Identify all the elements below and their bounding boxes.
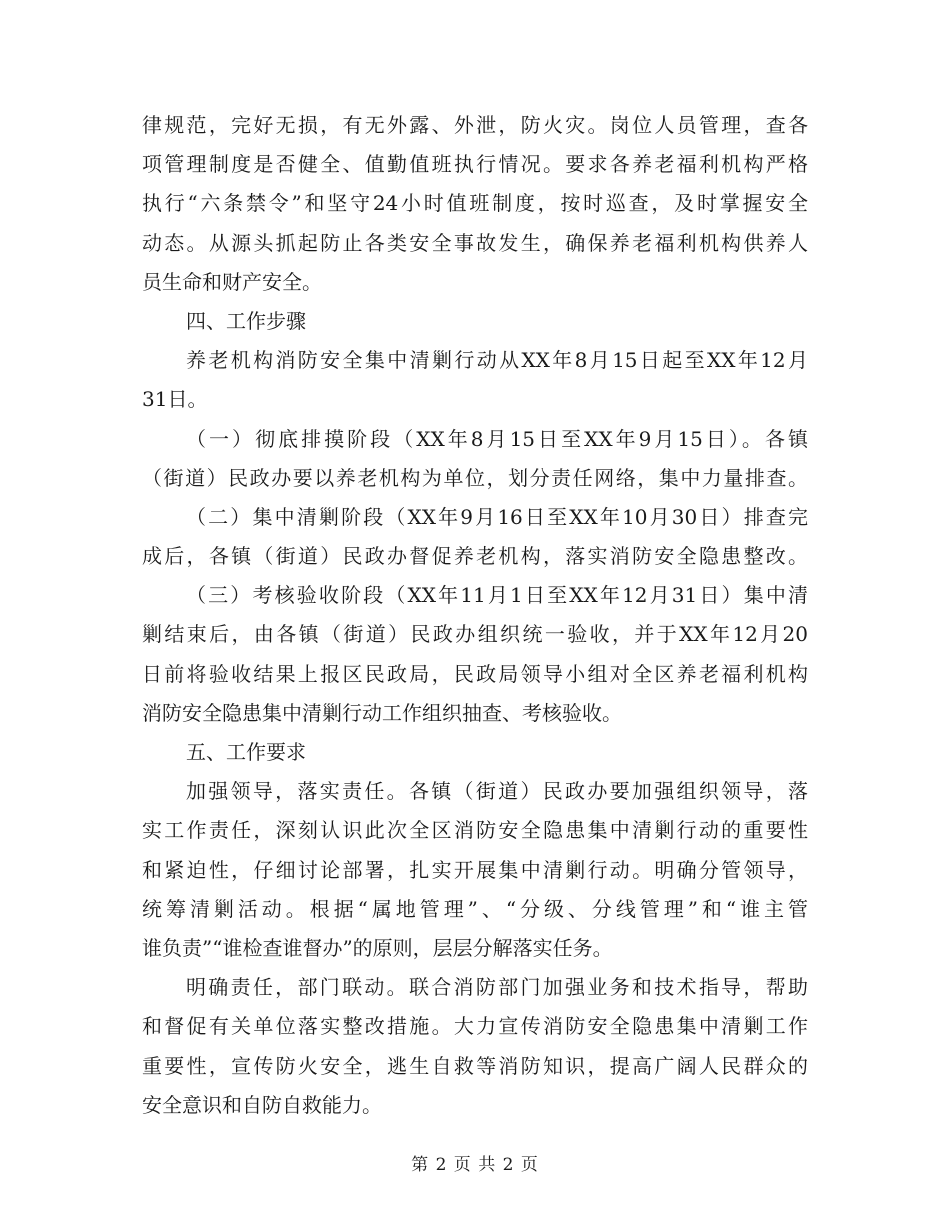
text-line: 五、工作要求 xyxy=(186,740,306,764)
text-line: 消防安全隐患集中清剿行动工作组织抽查、考核验收。 xyxy=(142,700,622,725)
text-line: （三）考核验收阶段（XX年11月1日至XX年12月31日）集中清 xyxy=(186,583,808,608)
text-line: 项管理制度是否健全、值勤值班执行情况。要求各养老福利机构严格 xyxy=(142,152,808,177)
text-line: 四、工作步骤 xyxy=(186,308,306,333)
text-line: 统筹清剿活动。根据“属地管理”、“分级、分线管理”和“谁主管 xyxy=(142,896,808,921)
page-footer: 第 2 页 共 2 页 xyxy=(411,1155,539,1175)
text-line: 律规范，完好无损，有无外露、外泄，防火灾。岗位人员管理，查各 xyxy=(142,113,808,137)
text-line: 重要性，宣传防火安全，逃生自救等消防知识，提高广阔人民群众的 xyxy=(142,1053,808,1078)
text-line: 和紧迫性，仔细讨论部署，扎实开展集中清剿行动。明确分管领导， xyxy=(142,857,808,882)
text-line: 成后，各镇（街道）民政办督促养老机构，落实消防安全隐患整改。 xyxy=(142,544,808,569)
text-line: 安全意识和自防自救能力。 xyxy=(142,1092,382,1117)
text-line: 剿结束后，由各镇（街道）民政办组织统一验收，并于XX年12月20 xyxy=(142,622,808,647)
document-body xyxy=(142,106,808,1125)
text-line: 实工作责任，深刻认识此次全区消防安全隐患集中清剿行动的重要性 xyxy=(142,818,808,843)
text-line: 明确责任，部门联动。联合消防部门加强业务和技术指导，帮助 xyxy=(186,975,808,1000)
text-line: 日前将验收结果上报区民政局，民政局领导小组对全区养老福利机构 xyxy=(142,661,808,686)
text-line: 养老机构消防安全集中清剿行动从XX年8月15日起至XX年12月 xyxy=(186,348,808,373)
text-line: 执行“六条禁令”和坚守24小时值班制度，按时巡查，及时掌握安全 xyxy=(142,191,808,216)
text-line: 动态。从源头抓起防止各类安全事故发生，确保养老福利机构供养人 xyxy=(142,230,808,255)
text-line: （街道）民政办要以养老机构为单位，划分责任网络，集中力量排查。 xyxy=(142,465,808,490)
text-line: 员生命和财产安全。 xyxy=(142,269,322,294)
text-line: 31日。 xyxy=(142,387,208,412)
text-line: 和督促有关单位落实整改措施。大力宣传消防安全隐患集中清剿工作 xyxy=(142,1014,808,1039)
text-line: （一）彻底排摸阶段（XX年8月15日至XX年9月15日）。各镇 xyxy=(186,426,808,451)
text-line: 加强领导，落实责任。各镇（街道）民政办要加强组织领导，落 xyxy=(186,779,808,804)
text-line: （二）集中清剿阶段（XX年9月16日至XX年10月30日）排查完 xyxy=(186,504,808,529)
text-line: 谁负责”“谁检查谁督办”的原则，层层分解落实任务。 xyxy=(142,935,613,960)
